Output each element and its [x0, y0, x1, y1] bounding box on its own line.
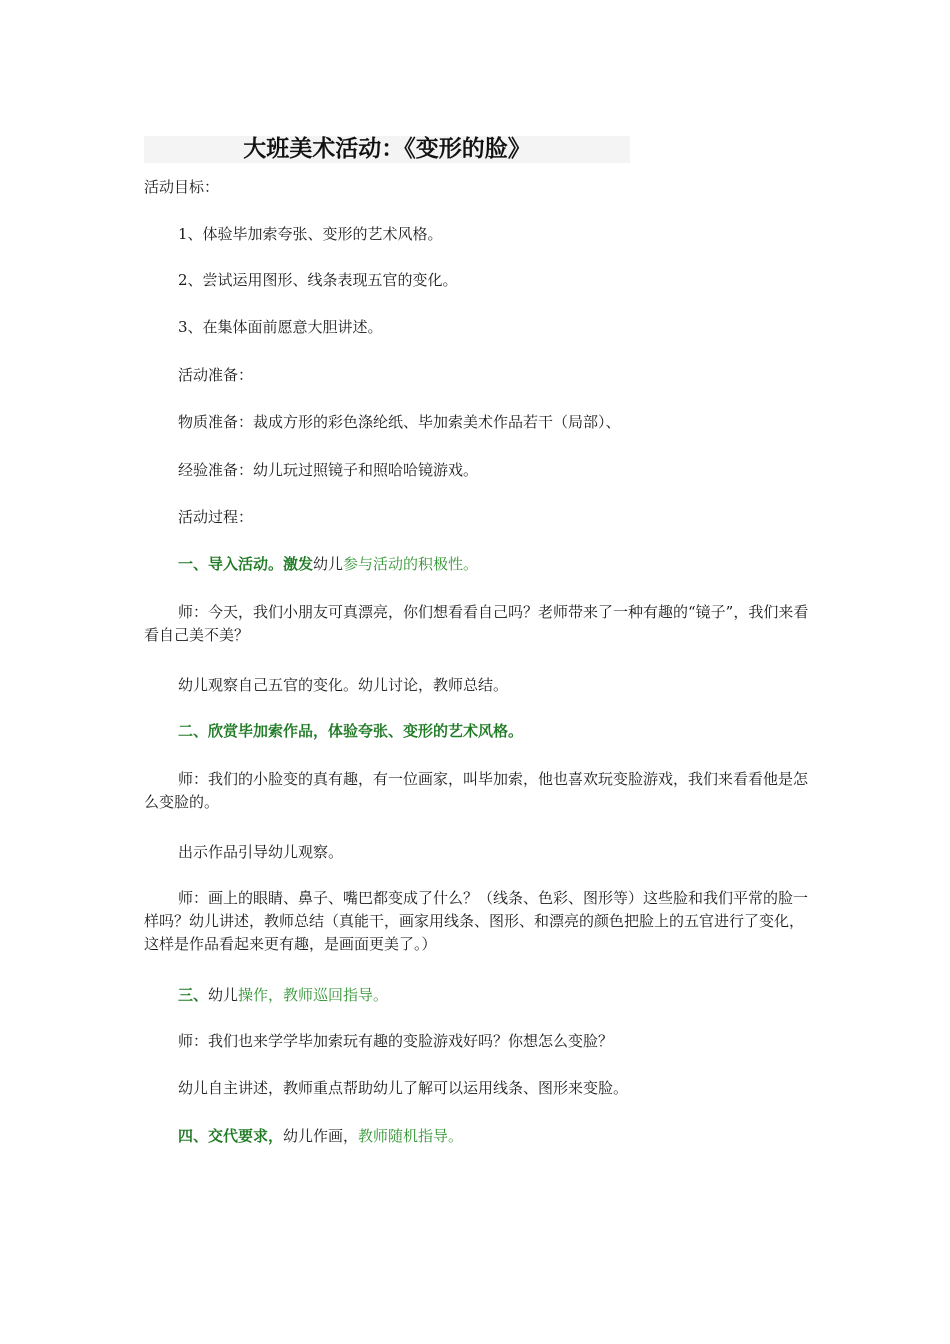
- step3-heading: [178, 984, 812, 1007]
- step2-show: 出示作品引导幼儿观察。: [178, 843, 344, 861]
- step1-teacher: 师：今天，我们小朋友可真漂亮，你们想看看自己吗？老师带来了一种有趣的“镜子”，我们来看看自己美不美？: [144, 603, 809, 644]
- prep-heading: 活动准备：: [178, 366, 254, 384]
- prep-experience: 经验准备：幼儿玩过照镜子和照哈哈镜游戏。: [178, 461, 479, 479]
- step2-teacher: 师：我们的小脸变的真有趣，有一位画家，叫毕加索，他也喜欢玩变脸游戏，我们来看看他是怎么变脸的。: [144, 770, 809, 811]
- goal-1: 1、体验毕加索夸张、变形的艺术风格。: [178, 225, 443, 243]
- step1-heading-bold: 一、导入活动。激发: [178, 555, 314, 573]
- step3-heading-green: 操作，教师巡回指导。: [238, 986, 389, 1004]
- step3-child: 幼儿自主讲述，教师重点帮助幼儿了解可以运用线条、图形来变脸。: [178, 1079, 629, 1097]
- step3-teacher: 师：我们也来学学毕加索玩有趣的变脸游戏好吗？你想怎么变脸？: [178, 1032, 614, 1050]
- prep-material: 物质准备：裁成方形的彩色涤纶纸、毕加索美术作品若干（局部）、: [178, 413, 621, 431]
- step4-heading-plain: 幼儿作画，: [283, 1127, 359, 1145]
- goal-3: 3、在集体面前愿意大胆讲述。: [178, 318, 383, 336]
- step3-heading-bold: 三、: [178, 986, 209, 1004]
- goals-heading: 活动目标：: [144, 178, 220, 196]
- step1-heading-green: 参与活动的积极性。: [343, 555, 479, 573]
- step4-heading-green: 教师随机指导。: [358, 1127, 464, 1145]
- step2-heading: 二、欣赏毕加索作品，体验夸张、变形的艺术风格。: [178, 722, 524, 740]
- step3-heading-plain: 幼儿: [208, 986, 239, 1004]
- step1-heading: [178, 553, 812, 576]
- step1-child: 幼儿观察自己五官的变化。幼儿讨论，教师总结。: [178, 676, 509, 694]
- step1-heading-plain: 幼儿: [313, 555, 344, 573]
- page-title: 大班美术活动：《变形的脸》: [243, 136, 531, 162]
- process-heading: 活动过程：: [178, 508, 254, 526]
- step4-heading: [178, 1125, 812, 1148]
- step2-teacher2: 师：画上的眼睛、鼻子、嘴巴都变成了什么？（线条、色彩、图形等）这些脸和我们平常的脸一样吗？幼儿讲述，教师总结（真能干，画家用线条、图形、和漂亮的颜色把脸上的五官进行了变化，这样是作品看起来更有趣，是画面更美了。）: [144, 889, 809, 953]
- step4-heading-bold: 四、交代要求，: [178, 1127, 284, 1145]
- goal-2: 2、尝试运用图形、线条表现五官的变化。: [178, 271, 458, 289]
